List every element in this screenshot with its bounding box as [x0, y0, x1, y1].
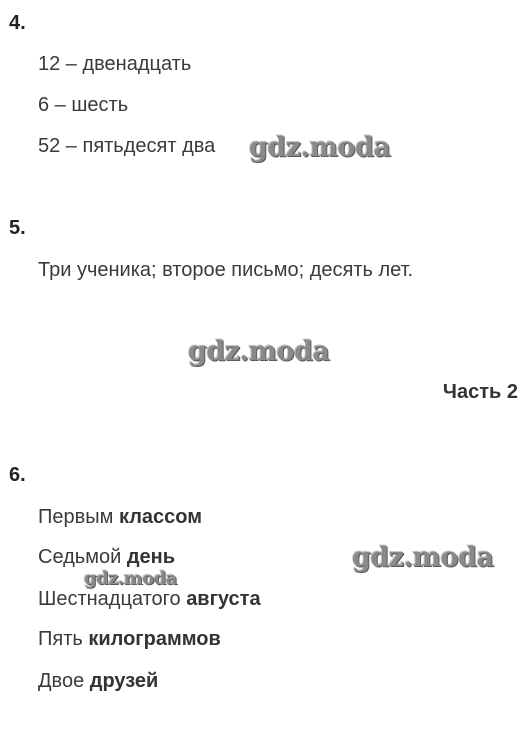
answer-line: 52 – пятьдесят два	[38, 135, 216, 157]
phrase-line	[38, 546, 175, 569]
watermark: gdz.moda	[352, 542, 494, 573]
watermark: gdz.moda	[249, 132, 391, 163]
phrase-bold: друзей	[89, 670, 159, 692]
answer-line: Три ученика; второе письмо; десять лет.	[38, 259, 414, 281]
answer-line: 6 – шесть	[38, 94, 129, 116]
phrase-plain: Пять	[38, 628, 89, 650]
phrase-line	[38, 506, 202, 529]
phrase-bold: день	[126, 546, 176, 568]
answer-line: 12 – двенадцать	[38, 53, 192, 75]
phrase-plain: Двое	[38, 670, 90, 692]
phrase-bold: августа	[186, 588, 261, 610]
phrase-plain: Первым	[38, 506, 119, 528]
phrase-line	[38, 670, 158, 693]
phrase-bold: классом	[118, 506, 203, 528]
exercise-number-4: 4.	[9, 12, 26, 34]
exercise-number-5: 5.	[9, 217, 26, 239]
part-heading: Часть 2	[442, 381, 518, 403]
phrase-plain: Шестнадцатого	[38, 588, 187, 610]
phrase-line	[38, 588, 261, 611]
phrase-plain: Седьмой	[38, 546, 127, 568]
exercise-number-6: 6.	[9, 464, 26, 486]
watermark: gdz.moda	[84, 568, 177, 589]
watermark: gdz.moda	[188, 336, 330, 367]
phrase-bold: килограммов	[88, 628, 221, 650]
phrase-line	[38, 628, 221, 651]
